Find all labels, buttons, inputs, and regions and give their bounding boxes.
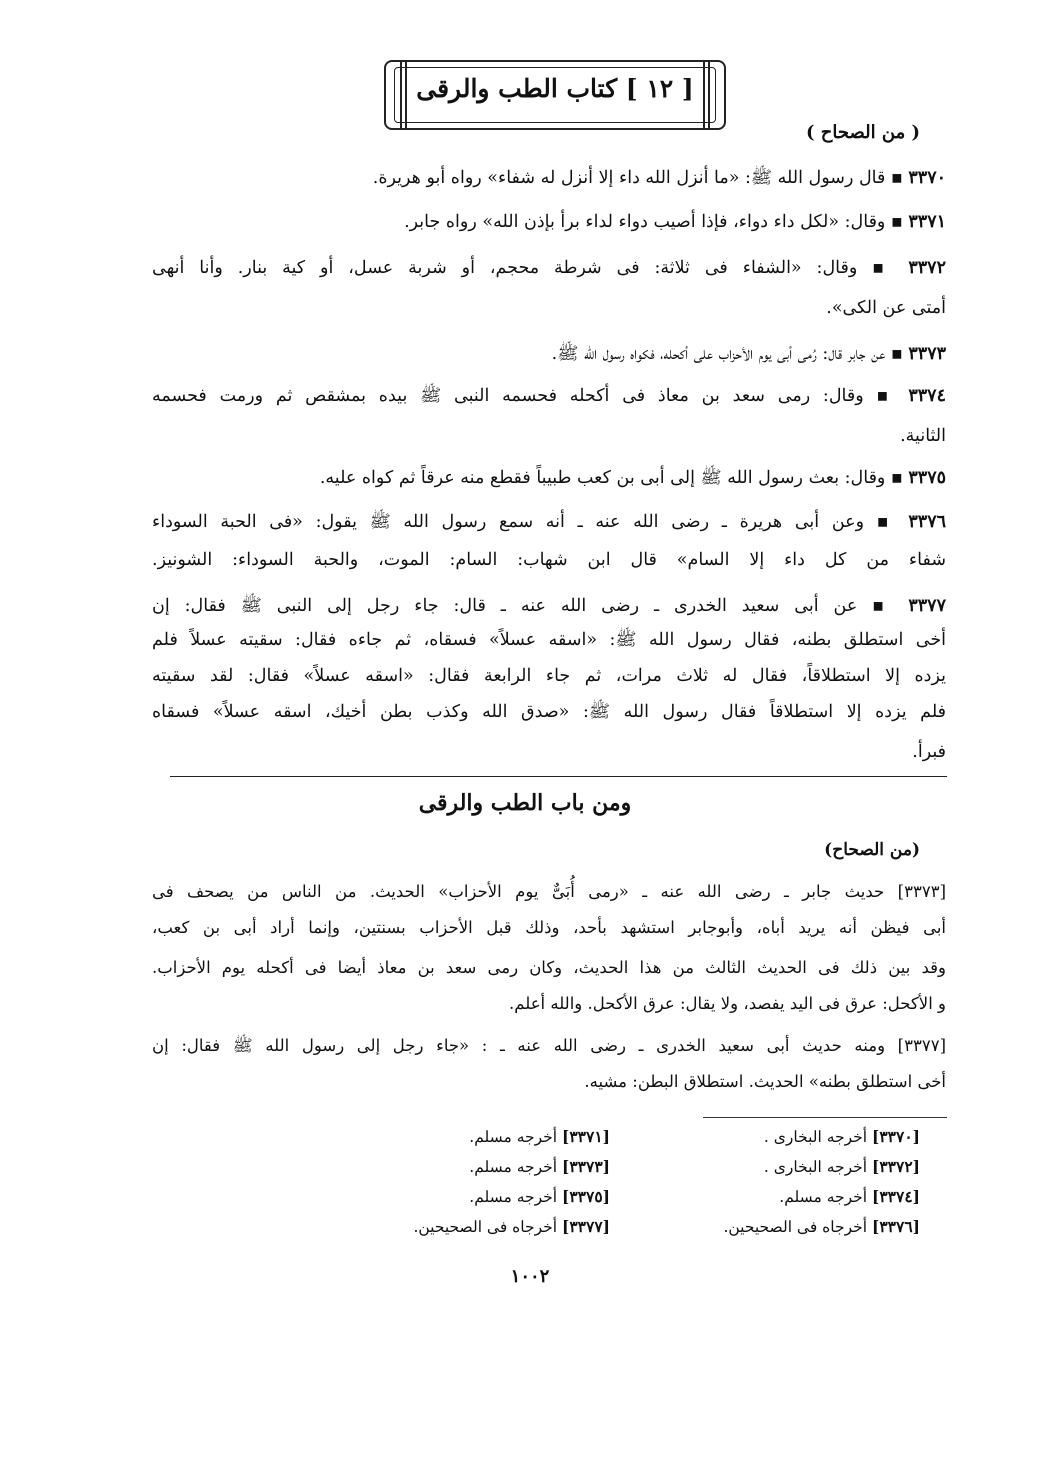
- chapter-title-frame: [384, 60, 726, 130]
- footnote-text: أخرجه مسلم.: [469, 1128, 558, 1146]
- hadith-number: ٣٣٧٦: [908, 512, 946, 532]
- footnote-ref: [٣٣٧٢]: [872, 1157, 920, 1176]
- commentary-line: [٣٣٧٧] ومنه حديث أبى سعيد الخدرى ـ رضى الله عنه ـ : «جاء رجل إلى رسول الله ﷺ فقال: إن: [152, 1036, 946, 1055]
- chapter-title: [ ١٢ ] كتاب الطب والرقى: [416, 74, 694, 103]
- section-divider: [170, 776, 947, 777]
- hadith-text: ▪ وقال: رمى سعد بن معاذ فى أكحله فحسمه النبى ﷺ بيده بمشقص ثم ورمت فحسمه: [152, 386, 896, 406]
- hadith-number: ٣٣٧٣: [908, 344, 946, 364]
- hadith-3374: [152, 384, 946, 408]
- hadith-3376: [152, 510, 946, 534]
- footnote-text: أخرجاه فى الصحيحين.: [723, 1218, 868, 1236]
- hadith-text: ▪ عن أبى سعيد الخدرى ـ رضى الله عنه ـ قال: جاء رجل إلى النبى ﷺ فقال: إن: [152, 596, 894, 616]
- commentary-line: أبى فيظن أنه يريد أباه، وأبوجابر استشهد بأحد، وذلك قبل الأحزاب بسنتين، وإنما أراد أبى بن كعب،: [152, 918, 946, 937]
- hadith-text: ▪ عن جابر قال: رُمى أبى يوم الأحزاب على أكحله، فكواه رسول الله ﷺ.: [551, 344, 903, 364]
- footnote-text: أخرجه مسلم.: [469, 1188, 558, 1206]
- hadith-3373: [152, 342, 946, 366]
- hadith-3372-cont: أمتى عن الكى».: [826, 298, 946, 318]
- commentary-line: [٣٣٧٣] حديث جابر ـ رضى الله عنه ـ «رمى أُبَىٌّ يوم الأحزاب» الحديث. من الناس من يصحف فى: [152, 882, 946, 901]
- hadith-3370: [152, 166, 946, 190]
- commentary-line: و الأكحل: عرق فى اليد يفصد، ولا يقال: عرق الأكحل. والله أعلم.: [509, 994, 946, 1013]
- hadith-3374-cont: الثانية.: [900, 426, 946, 446]
- footnote-ref: [٣٣٧١]: [562, 1127, 610, 1146]
- footnote-rule: [703, 1117, 947, 1118]
- frame-bar: [703, 62, 705, 128]
- hadith-3376-cont: شفاء من كل داء إلا السام» قال ابن شهاب: السام: الموت، والحبة السوداء: الشونيز.: [152, 550, 946, 570]
- hadith-3377-line-4: فلم يزده إلا استطلاقاً فقال رسول الله ﷺ: «صدق الله وكذب بطن أخيك، اسقه عسلاً» فسقاه: [152, 702, 946, 722]
- section-source-label: ( من الصحاح ): [806, 122, 920, 143]
- footnote-text: أخرجه مسلم.: [779, 1188, 868, 1206]
- hadith-number: ٣٣٧٧: [908, 596, 946, 616]
- footnote-text: أخرجه البخارى .: [763, 1158, 868, 1176]
- footnote-ref: [٣٣٧٤]: [872, 1187, 920, 1206]
- hadith-number: ٣٣٧٠: [908, 168, 946, 188]
- hadith-text: ▪ وقال: «لكل داء دواء، فإذا أصيب دواء لداء برأ بإذن الله» رواه جابر.: [404, 212, 903, 232]
- page-number: ١٠٠٢: [510, 1266, 550, 1287]
- footnote-3370: [764, 1127, 920, 1146]
- hadith-number: ٣٣٧٤: [908, 386, 946, 406]
- footnote-3374: [779, 1187, 920, 1206]
- hadith-text: ▪ وقال: «الشفاء فى ثلاثة: فى شرطة محجم، أو شربة عسل، أو كية بنار. وأنا أنهى: [152, 258, 894, 278]
- hadith-3377-line-2: أخى استطلق بطنه، فقال رسول الله ﷺ: «اسقه عسلاً» فسقاه، ثم جاءه فقال: سقيته عسلاً فلم: [152, 630, 946, 650]
- hadith-number: ٣٣٧٢: [908, 258, 946, 278]
- footnote-3375: [469, 1187, 610, 1206]
- frame-bar: [405, 62, 407, 128]
- hadith-number: ٣٣٧١: [908, 212, 946, 232]
- footnote-ref: [٣٣٧٥]: [562, 1187, 610, 1206]
- commentary-source-label: (من الصحاح): [824, 840, 920, 860]
- hadith-3375: [152, 466, 946, 490]
- footnote-text: أخرجه البخارى .: [763, 1128, 868, 1146]
- footnote-3376: [723, 1217, 920, 1236]
- footnote-ref: [٣٣٧٧]: [562, 1217, 610, 1236]
- hadith-3371: [152, 210, 946, 234]
- hadith-3372: [152, 256, 946, 280]
- hadith-text: ▪ وعن أبى هريرة ـ رضى الله عنه ـ أنه سمع رسول الله ﷺ يقول: «فى الحبة السوداء: [152, 512, 896, 532]
- footnote-text: أخرجه مسلم.: [469, 1158, 558, 1176]
- hadith-number: ٣٣٧٥: [908, 468, 946, 488]
- commentary-subtitle: ومن باب الطب والرقى: [418, 790, 632, 816]
- hadith-text: ▪ قال رسول الله ﷺ: «ما أنزل الله داء إلا أنزل له شفاء» رواه أبو هريرة.: [372, 168, 903, 188]
- hadith-3377: [152, 594, 946, 618]
- footnote-3372: [764, 1157, 920, 1176]
- footnote-3371: [469, 1127, 610, 1146]
- footnote-ref: [٣٣٧٦]: [872, 1217, 920, 1236]
- footnote-text: أخرجاه فى الصحيحين.: [413, 1218, 558, 1236]
- frame-bar: [400, 62, 402, 128]
- footnote-3373: [469, 1157, 610, 1176]
- commentary-line: وقد بين ذلك فى الحديث الثالث من هذا الحديث، وكان رمى سعد بن معاذ أيضا فى أكحله يوم الأحزاب.: [152, 958, 946, 977]
- hadith-3377-line-5: فبرأ.: [912, 742, 946, 762]
- hadith-3377-line-3: يزده إلا استطلاقاً، فقال له ثلاث مرات، ثم جاء الرابعة فقال: «اسقه عسلاً» فقال: لقد سقيته: [152, 666, 946, 686]
- frame-bar: [708, 62, 710, 128]
- hadith-text: ▪ وقال: بعث رسول الله ﷺ إلى أبى بن كعب طبيباً فقطع منه عرقاً ثم كواه عليه.: [319, 468, 903, 488]
- footnote-ref: [٣٣٧٠]: [872, 1127, 920, 1146]
- footnote-3377: [413, 1217, 610, 1236]
- footnote-ref: [٣٣٧٣]: [562, 1157, 610, 1176]
- commentary-line: أخى استطلق بطنه» الحديث. استطلاق البطن: مشيه.: [584, 1072, 946, 1091]
